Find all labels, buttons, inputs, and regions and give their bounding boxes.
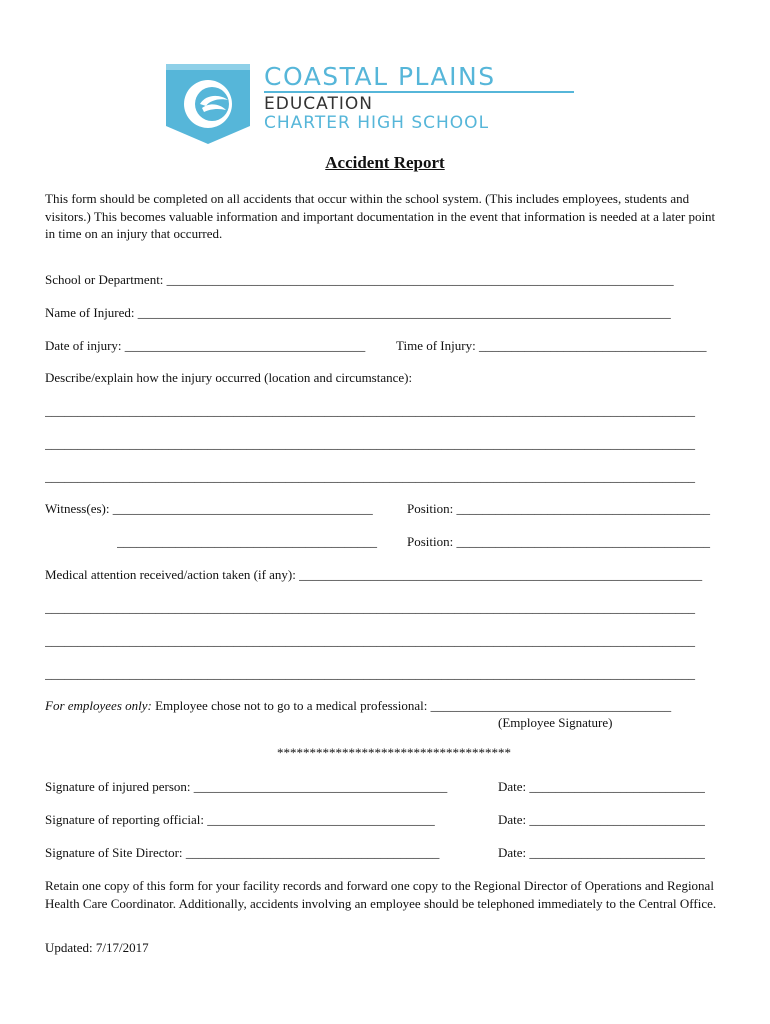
date-injury-label: Date of injury: bbox=[45, 338, 122, 353]
employees-only-label: For employees only: bbox=[45, 698, 152, 713]
closing-paragraph: Retain one copy of this form for your facility records and forward one copy to the Regional Director of Operations and Regional Health Care Coordinator. Additionally, accidents involving an employee should be telephoned immediately to the Central Office. bbox=[45, 878, 717, 911]
school-department-field[interactable]: ______________________________________________________________________________ bbox=[166, 272, 674, 287]
employees-only-row bbox=[45, 698, 725, 714]
updated-date: Updated: 7/17/2017 bbox=[45, 940, 149, 955]
position-field-2[interactable]: _______________________________________ bbox=[456, 534, 710, 549]
employee-signature-caption: (Employee Signature) bbox=[498, 715, 613, 730]
school-department-row bbox=[45, 272, 725, 288]
school-department-label: School or Department: bbox=[45, 272, 164, 287]
logo-line-coastal-plains: COASTAL PLAINS bbox=[264, 62, 496, 91]
asterisk-separator: ************************************ bbox=[277, 745, 511, 760]
witness-field-2[interactable]: ________________________________________ bbox=[117, 534, 377, 549]
medical-line-1[interactable]: ____________________________________________________________________________________________________ bbox=[45, 600, 695, 615]
position-label-2: Position: bbox=[407, 534, 454, 549]
date-injury-row bbox=[45, 338, 385, 354]
position-label-1: Position: bbox=[407, 501, 454, 516]
logo-line-education: EDUCATION bbox=[264, 94, 373, 114]
sig-injured-row bbox=[45, 779, 475, 795]
date-label-3: Date: bbox=[498, 845, 527, 860]
date-label-1: Date: bbox=[498, 779, 527, 794]
medical-row bbox=[45, 567, 725, 583]
position-row-1 bbox=[407, 501, 725, 517]
date-field-3[interactable]: ___________________________ bbox=[529, 845, 705, 860]
time-injury-label: Time of Injury: bbox=[396, 338, 476, 353]
medical-label: Medical attention received/action taken (if any): bbox=[45, 567, 296, 582]
date-row-2 bbox=[498, 812, 723, 828]
witness-label: Witness(es): bbox=[45, 501, 110, 516]
sig-official-field[interactable]: ___________________________________ bbox=[207, 812, 435, 827]
logo-wordmark bbox=[264, 64, 584, 133]
name-injured-field[interactable]: __________________________________________________________________________________ bbox=[137, 305, 671, 320]
employee-declined-label: Employee chose not to go to a medical professional: bbox=[155, 698, 428, 713]
medical-line-3[interactable]: ____________________________________________________________________________________________________ bbox=[45, 666, 695, 681]
describe-line-2[interactable]: ____________________________________________________________________________________________________ bbox=[45, 436, 695, 451]
position-row-2 bbox=[407, 534, 725, 550]
date-label-2: Date: bbox=[498, 812, 527, 827]
coastal-plains-shield-icon bbox=[166, 64, 250, 144]
witness-row-1 bbox=[45, 501, 390, 517]
witness-field-1[interactable]: ________________________________________ bbox=[112, 501, 373, 516]
sig-director-field[interactable]: _______________________________________ bbox=[185, 845, 440, 860]
position-field-1[interactable]: _______________________________________ bbox=[456, 501, 710, 516]
logo-divider bbox=[264, 91, 574, 93]
name-injured-row bbox=[45, 305, 725, 321]
medical-field[interactable]: ______________________________________________________________ bbox=[299, 567, 703, 582]
page-title: Accident Report bbox=[325, 153, 445, 172]
school-logo bbox=[166, 64, 586, 146]
sig-official-row bbox=[45, 812, 475, 828]
date-field-1[interactable]: ___________________________ bbox=[529, 779, 705, 794]
date-row-1 bbox=[498, 779, 723, 795]
describe-label: Describe/explain how the injury occurred (location and circumstance): bbox=[45, 370, 413, 385]
time-injury-field[interactable]: ___________________________________ bbox=[478, 338, 707, 353]
date-injury-field[interactable]: _____________________________________ bbox=[124, 338, 366, 353]
time-injury-row bbox=[396, 338, 726, 354]
sig-director-row bbox=[45, 845, 475, 861]
logo-line-charter-high-school: CHARTER HIGH SCHOOL bbox=[264, 113, 490, 133]
intro-paragraph: This form should be completed on all accidents that occur within the school system. (This includes employees, students and visitors.) This becomes valuable information and important documentation in the event that information is needed at a later point in time on an injury that occurred. bbox=[45, 191, 716, 241]
date-field-2[interactable]: ___________________________ bbox=[529, 812, 705, 827]
employee-signature-field[interactable]: _____________________________________ bbox=[430, 698, 672, 713]
sig-director-label: Signature of Site Director: bbox=[45, 845, 183, 860]
medical-line-2[interactable]: ____________________________________________________________________________________________________ bbox=[45, 633, 695, 648]
sig-injured-label: Signature of injured person: bbox=[45, 779, 191, 794]
describe-line-1[interactable]: ____________________________________________________________________________________________________ bbox=[45, 403, 695, 418]
sig-injured-field[interactable]: _______________________________________ bbox=[193, 779, 448, 794]
name-injured-label: Name of Injured: bbox=[45, 305, 135, 320]
sig-official-label: Signature of reporting official: bbox=[45, 812, 204, 827]
date-row-3 bbox=[498, 845, 723, 861]
describe-line-3[interactable]: ____________________________________________________________________________________________________ bbox=[45, 469, 695, 484]
